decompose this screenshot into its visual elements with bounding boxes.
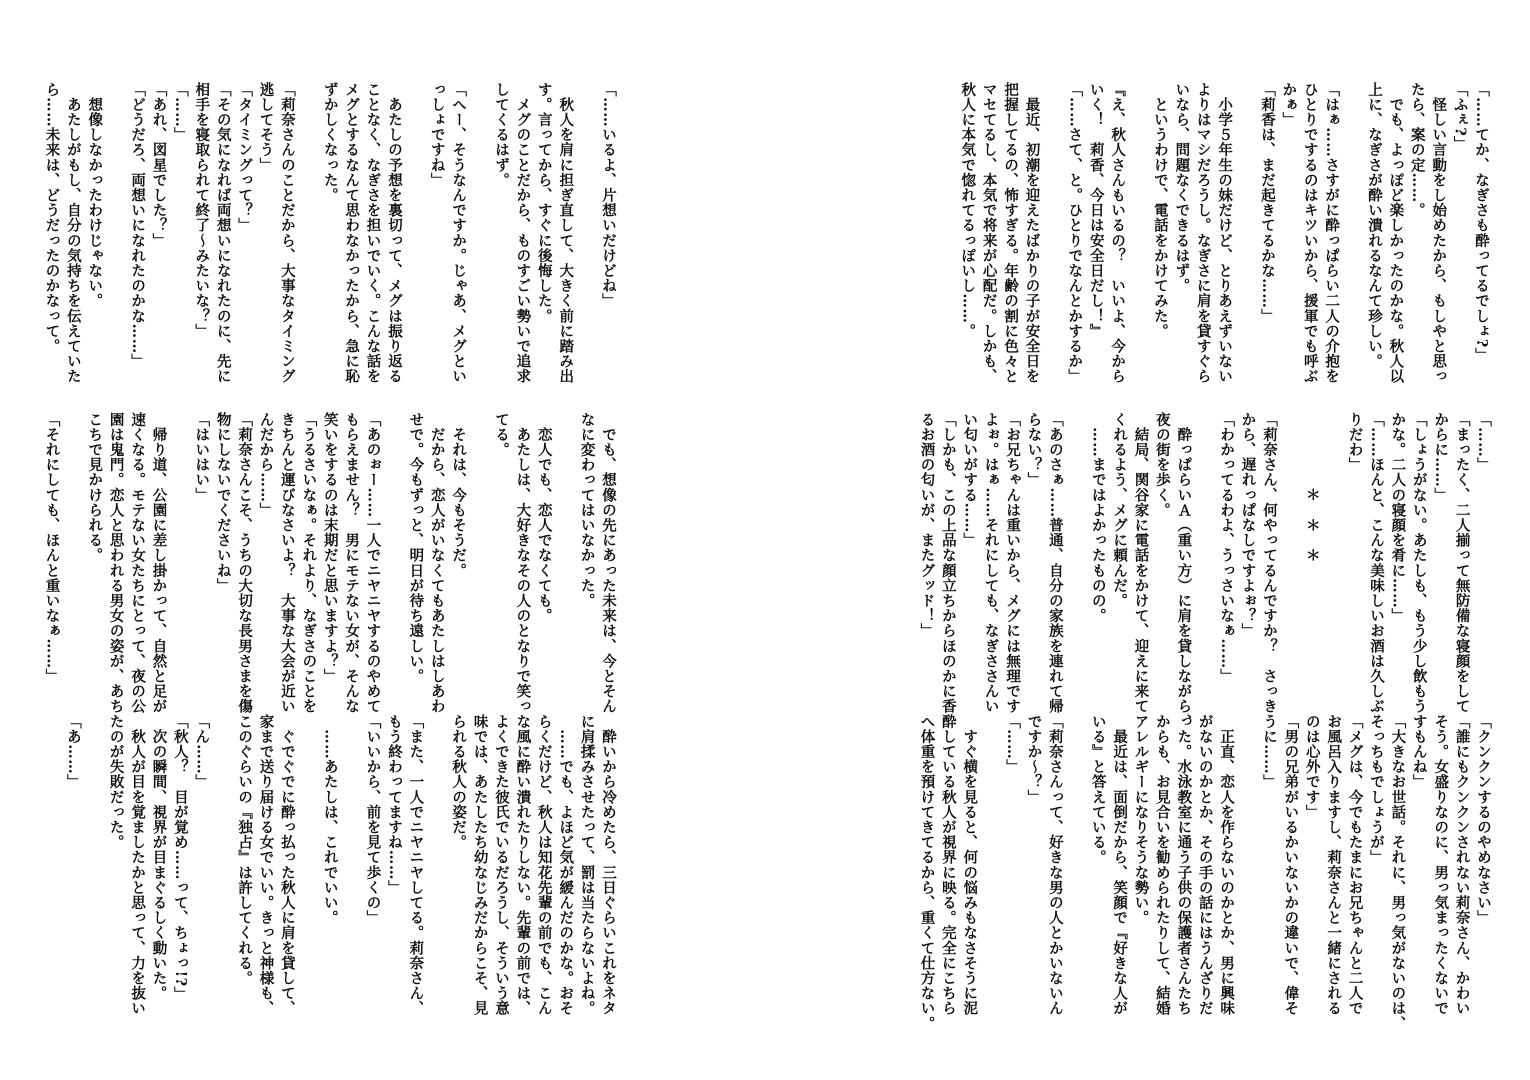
text-line: 「また、一人でニヤニヤしてる。莉奈さん、 <box>407 714 425 1016</box>
text-line: ……まではよかったものの。 <box>1089 412 1107 624</box>
text-line: 「莉奈さん、何やってるんですか？ さっき <box>1260 412 1278 714</box>
text-line: 「いいから、前を見て歩くの」 <box>364 714 382 926</box>
text-line: るお酒の匂いが、またグッド！」 <box>918 412 936 639</box>
text-line: 「ん……」 <box>193 714 211 790</box>
text-line: られる秋人の姿だ。 <box>450 714 468 850</box>
text-line: 秋人を肩に担ぎ直して、大きく前に踏み出 <box>557 82 575 384</box>
text-line: 「誰にもクンクンされない莉奈さん、かわい <box>1453 714 1471 1016</box>
text-line: 「あ……」 <box>64 714 82 790</box>
text-line: 「……」 <box>1475 412 1492 473</box>
text-line: 「タイミングって？」 <box>236 82 254 233</box>
text-line: 「……ほんと、こんな美味しいお酒は久しぶ <box>1367 412 1385 714</box>
left-page-middle-text <box>41 412 619 714</box>
text-line: 酔している秋人が視界に映る。完全にこちら <box>939 714 957 1016</box>
text-line <box>212 714 233 1024</box>
text-line: 想像しなかったわけじゃない。 <box>86 82 104 309</box>
text-line: 「あのぉー……一人でニヤニヤするのやめて <box>364 412 382 714</box>
text-line: 「うるさいなぁ。それより、なぎさのことを <box>300 412 318 714</box>
text-line: った。水泳教室に通う子供の保護者さんたち <box>1175 714 1193 1016</box>
text-line <box>1066 412 1087 652</box>
text-line <box>1235 82 1256 360</box>
text-line: 把握してるの、怖すぎる。年齢の割に色々と <box>1002 82 1020 384</box>
text-line: りだわ」 <box>1346 412 1364 473</box>
text-line: すぐ横を見ると、何の悩みもなさそうに泥 <box>961 714 979 1016</box>
text-line: でも、よっぽど楽しかったのかな。秋人以 <box>1387 82 1405 384</box>
text-line <box>469 82 490 360</box>
left-page-bottom-text <box>62 714 619 1024</box>
text-line: それは、今もそうだ。 <box>450 412 468 579</box>
right-page-bottom-text <box>916 714 1494 1032</box>
text-line: お風呂入りますし、莉奈さんと一緒にされる <box>1325 714 1343 1016</box>
text-line: らくだけど、秋人は知花先輩の前でも、こん <box>535 714 553 1016</box>
text-line: ですか～？」 <box>1025 714 1043 805</box>
text-line: なに変わってはいなかった。 <box>578 412 596 609</box>
text-line: ぐでぐでに酔っ払った秋人に肩を貸して、 <box>278 714 296 1016</box>
text-line: マセてるし、本気で将来が心配だ。しかも、 <box>980 82 998 384</box>
text-line: っしょですね」 <box>428 82 446 188</box>
text-line <box>384 412 405 652</box>
text-line: 上に、なぎさが酔い潰れるなんて珍しい。 <box>1365 82 1383 369</box>
text-line <box>1237 714 1258 1024</box>
text-line <box>576 82 597 360</box>
text-line: こちで見かけられる。 <box>86 412 104 563</box>
text-line: 「その気になれば両想いになれたのに、先に <box>214 82 232 384</box>
text-line: 家まで送り届ける女でいい。きっと神様も、 <box>257 714 275 1016</box>
text-line: たのが失敗だった。 <box>107 714 125 850</box>
text-line: 酔いから冷めたら、三日ぐらいこれをネタ <box>600 714 617 1016</box>
text-line: あたしは、大好きなその人のとなりで笑っ <box>514 412 532 714</box>
text-line: 速くなる。モテない女たちにとって、夜の公 <box>129 412 147 714</box>
text-line: のは心外です」 <box>1303 714 1321 820</box>
text-line <box>405 82 426 360</box>
text-line: あたしの予想を裏切って、メグは振り返る <box>385 82 403 384</box>
text-line: でも、想像の先にあった未来は、今とそん <box>600 412 617 714</box>
text-line: もらえません？ 男にモテない女が、そんな <box>343 412 361 714</box>
text-line: だから、恋人がいなくてもあたしはしあわ <box>428 412 446 714</box>
text-line: そう。女盛りなのに、男っ気まったくないで <box>1432 714 1450 1016</box>
right-page-middle-text <box>916 412 1494 730</box>
text-line <box>1128 82 1149 360</box>
text-line <box>84 714 105 1024</box>
left-page-top-text <box>41 82 619 384</box>
text-line: 「ふぇ?」 <box>1451 82 1469 152</box>
text-line: い匂いがする……」 <box>961 412 979 548</box>
text-line: す。言ってから、すぐに後悔した。 <box>535 82 553 324</box>
text-line: ……あたしは、これでいい。 <box>321 714 339 926</box>
text-line: ひとりでするのはキツいから、援軍でも呼ぶ <box>1301 82 1319 384</box>
text-line: いる』と答えている。 <box>1089 714 1107 865</box>
text-line: 「莉奈さんこそ、うちの大切な長男さまを傷 <box>236 412 254 714</box>
text-line: きちんと運びなさいよ？ 大事な大会が近い <box>278 412 296 714</box>
text-line: てる。 <box>492 412 510 458</box>
text-line: このぐらいの『独占』は許してくれる。 <box>236 714 254 986</box>
text-line: よぉ。はぁ……それにしても、なぎささんい <box>982 412 1000 714</box>
text-line <box>980 714 1001 1024</box>
text-line: してくるはず。 <box>492 82 510 188</box>
text-line: うに……」 <box>1260 714 1278 790</box>
text-line: 「まったく、二人揃って無防備な寝顔をして <box>1453 412 1471 714</box>
text-line: そっちもでしょうが」 <box>1367 714 1385 865</box>
text-line: 帰り道、公園に差し掛かって、自然と足が <box>150 412 168 714</box>
text-line: からも、お見合いを勧められたりして、結婚 <box>1153 714 1171 1016</box>
text-line <box>1280 412 1301 652</box>
text-line: たら、案の定……。 <box>1408 82 1426 218</box>
right-page-top-text <box>957 82 1492 384</box>
text-line <box>105 82 126 360</box>
text-line: 「……」 <box>171 82 189 143</box>
text-line: ＊ ＊ ＊ <box>1303 412 1321 563</box>
text-line: くれるよう、メグに頼んだ。 <box>1111 412 1129 609</box>
text-line <box>169 412 190 652</box>
text-line: 物にしないでくださいね」 <box>214 412 232 594</box>
text-line: 味では、あたしたち幼なじみだからこそ、見 <box>471 714 489 1016</box>
text-line: 「どうだろ、両想いになれたのかな……」 <box>129 82 147 369</box>
text-line: 逃してそう」 <box>257 82 275 173</box>
text-line: ずかしくなった。 <box>321 82 339 203</box>
text-line: メグとするなんて思わなかったから、急に恥 <box>343 82 361 384</box>
text-line: 笑いをするのは末期だと思いますよ？」 <box>321 412 339 684</box>
text-line <box>469 412 490 652</box>
text-line: 「莉奈さんって、好きな男の人とかいないん <box>1046 714 1064 1016</box>
text-line: 「あのさぁ……普通、自分の家族を連れて帰 <box>1046 412 1064 714</box>
text-line: かぁ」 <box>1280 82 1298 128</box>
text-line: らない？」 <box>1025 412 1043 488</box>
text-line: 夜の街を歩く。 <box>1153 412 1171 518</box>
text-line: 「あれ、図星でした？」 <box>150 82 168 249</box>
text-line <box>1342 82 1363 360</box>
right-page <box>765 0 1530 1080</box>
text-line: 「お兄ちゃんは重いから、メグには無理です <box>1004 412 1022 714</box>
text-line: メグのことだから、ものすごい勢いで追求 <box>514 82 532 384</box>
text-line <box>1194 412 1215 652</box>
text-line: というわけで、電話をかけてみた。 <box>1151 82 1169 339</box>
text-line: 「メグは、今でもたまにお兄ちゃんと二人で <box>1346 714 1364 1016</box>
text-line: 「……」 <box>1004 714 1022 775</box>
text-line: 『え、秋人さんもいるの？ いいよ、今から <box>1109 82 1127 384</box>
text-line: ……でも、よほど気が緩んだのかな。おそ <box>557 714 575 1016</box>
text-line: へ体重を預けてきてるから、重くて仕方ない。 <box>918 714 936 1032</box>
text-line <box>298 82 319 360</box>
text-line: アレルギーになりそうな勢い。 <box>1132 714 1150 926</box>
text-line: んだから……」 <box>257 412 275 518</box>
text-line: あたしがもし、自分の気持ちを伝えていた <box>64 82 82 384</box>
text-line: ら……未来は、どうだったのかなって。 <box>43 82 61 354</box>
text-line: もう終わってますね……」 <box>385 714 403 896</box>
text-line: 「大きなお世話。それに、男っ気がないのは、 <box>1389 714 1407 1032</box>
text-line: 恋人でも、恋人でなくても。 <box>535 412 553 624</box>
text-line: 「はぁ……さすがに酔っぱらい二人の介抱を <box>1323 82 1341 384</box>
text-line <box>298 714 319 1024</box>
text-line: から、遅れっぱなしですよぉ？」 <box>1239 412 1257 639</box>
text-line <box>1066 714 1087 1024</box>
text-line: 「……てか、なぎさも酔ってるでしょ?」 <box>1473 82 1490 363</box>
text-line: 怪しい言動をし始めたから、もしやと思っ <box>1430 82 1448 384</box>
text-line: 「はいはい」 <box>193 412 211 503</box>
text-line: な風に酔い潰れたりしない。先輩の前では、 <box>514 714 532 1016</box>
text-line: 「……さて、と。ひとりでなんとかするか」 <box>1066 82 1084 384</box>
text-line: いく！ 莉香、今日は安全日だし！』 <box>1087 82 1105 339</box>
text-line: 「……いるよ、片想いだけどね」 <box>600 82 617 309</box>
text-line: 最近、初潮を迎えたばかりの子が安全日を <box>1023 82 1041 384</box>
text-line <box>1323 412 1344 652</box>
text-line: ことなく、なぎさを担いでいく。こんな話を <box>364 82 382 384</box>
text-line: 「それにしても、ほんと重いなぁ……」 <box>43 412 61 684</box>
text-line: 秋人が目を覚ましたかと思って、力を抜い <box>129 714 147 1016</box>
text-line: 「へー、そうなんですか。じゃあ、メグとい <box>450 82 468 384</box>
text-line: 「わかってるわよ、うっさいなぁ……」 <box>1218 412 1236 684</box>
text-line: がないのかとか、その手の話にはうんざりだ <box>1196 714 1214 1016</box>
text-line: 秋人に本気で惚れてるっぽいし……。 <box>959 82 977 339</box>
text-line <box>1042 82 1063 360</box>
text-line: いなら、問題なくできるはず。 <box>1173 82 1191 294</box>
text-line: に肩揉みさせたって、罰は当たらないよね。 <box>578 714 596 1016</box>
text-line: 相手を寝取られて終了～みたいな？」 <box>193 82 211 339</box>
text-line: 「男の兄弟がいるかいないかの違いで、偉そ <box>1282 714 1300 1016</box>
text-line <box>62 412 83 652</box>
text-line: 園は鬼門。恋人と思われる男女の姿が、あち <box>107 412 125 714</box>
text-line: からに……」 <box>1432 412 1450 503</box>
text-line: よくできた彼氏でいるだろうし、そういう意 <box>492 714 510 1016</box>
text-line: せで。今もずっと、明日が待ち遠しい。 <box>407 412 425 684</box>
text-line: 次の瞬間、視界が目まぐるしく動いた。 <box>150 714 168 1001</box>
text-line: すもんね」 <box>1410 714 1428 790</box>
text-line: 酔っぱらいＡ（重い方）に肩を貸しながら、 <box>1175 412 1193 730</box>
text-line: 「莉奈さんのことだから、大事なタイミング <box>278 82 296 384</box>
text-line <box>341 714 362 1024</box>
text-line: 結局、関谷家に電話をかけて、迎えに来て <box>1132 412 1150 714</box>
text-line <box>555 412 576 652</box>
text-line: 「しかも、この上品な顔立ちからほのかに香 <box>939 412 957 714</box>
text-line: 正直、恋人を作らないのかとか、男に興味 <box>1218 714 1236 1016</box>
text-line <box>426 714 447 1024</box>
text-line: よりはマシだろうし。なぎさに肩を貸すぐら <box>1194 82 1212 384</box>
text-line: 「莉香は、まだ起きてるかな……」 <box>1258 82 1276 324</box>
text-line: 小学５年生の妹だけど、とりあえずいない <box>1216 82 1234 384</box>
text-line: 「しょうがない。あたしも、もう少し飲もう <box>1410 412 1428 714</box>
text-line: 「秋人？ 目が覚め……って、ちょっ!?」 <box>171 714 189 1002</box>
text-line: 最近は、面倒だから、笑顔で『好きな人が <box>1111 714 1129 1016</box>
text-line: かな。二人の寝顔を肴に……」 <box>1389 412 1407 624</box>
text-line: 「クンクンするのやめなさい」 <box>1475 714 1492 926</box>
